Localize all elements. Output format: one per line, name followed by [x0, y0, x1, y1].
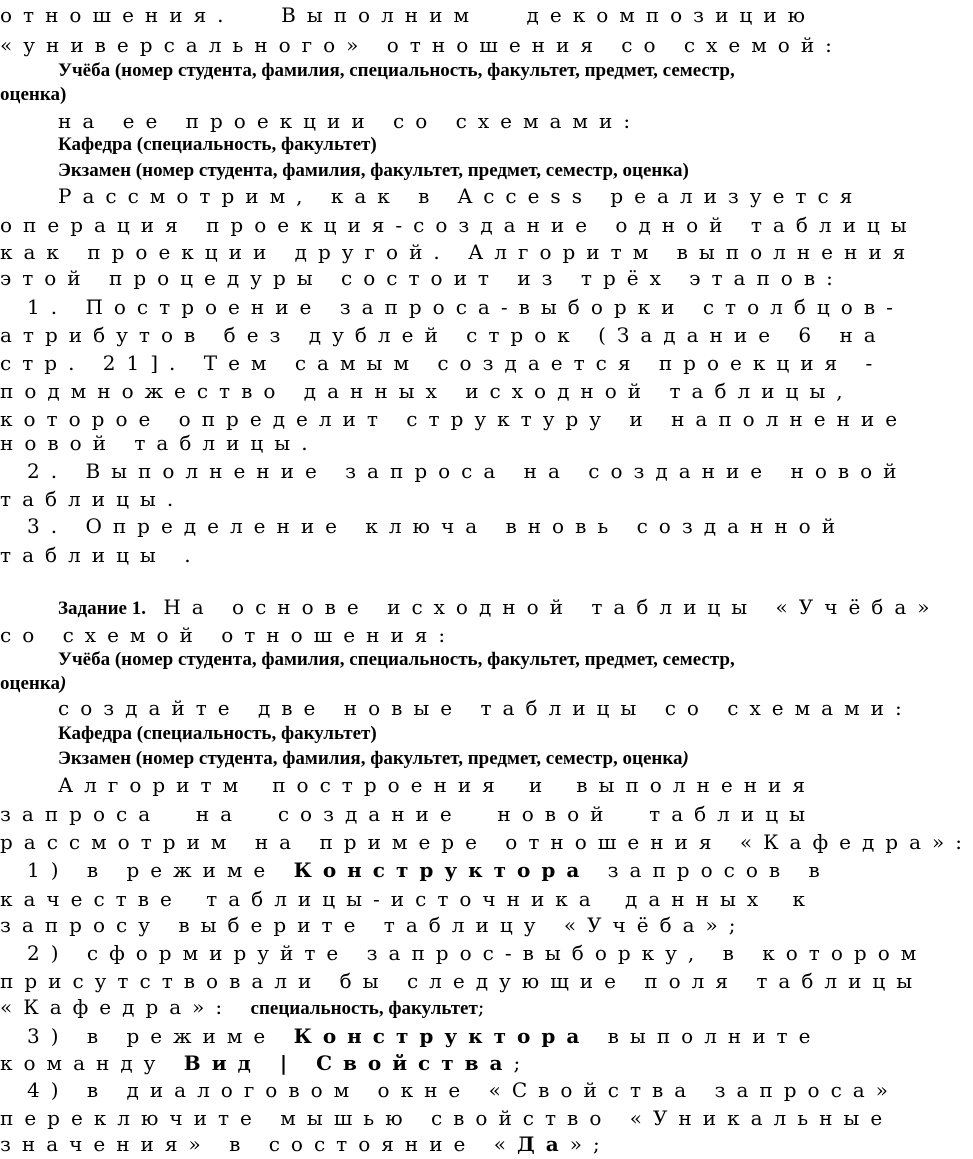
text-line: Рассмотрим, как в Access реализуется	[58, 184, 864, 208]
step-2-text: 2) сформируйте запрос-выборку, в котором	[27, 941, 928, 965]
step-2-line: 2. Выполнение запроса на создание новой	[27, 459, 908, 483]
text-line: «универсального» отношения со схемой:	[0, 33, 843, 57]
text-line: запроса на создание новой таблицы	[0, 802, 816, 826]
schema-kafedra: Кафедра (специальность, факультет)	[58, 134, 377, 155]
text-line: на ее проекции со схемами:	[58, 109, 642, 133]
menu-command-term: Вид | Свойства	[183, 1051, 514, 1075]
text-line: «Кафедра»: специальность, факультет;	[0, 995, 496, 1019]
text-line: качестве таблицы-источника данных к	[0, 887, 816, 911]
task-1-line	[0, 592, 941, 622]
step-3-text: 3) в режиме Конструктора выполните	[27, 1024, 822, 1048]
konstruktor-term: Конструктора	[293, 1024, 591, 1048]
text-line: значения» в состояние «Да»;	[0, 1132, 611, 1156]
text-line: таблицы.	[0, 487, 185, 511]
task-intro: На основе исходной таблицы «Учёба»	[163, 595, 941, 619]
step-1-text: 1) в режиме Конструктора запросов в	[27, 858, 831, 882]
text-line: стр. 21]. Тем самым создается проекция -	[0, 351, 884, 375]
step-3-line: 3. Определение ключа вновь созданной	[27, 514, 847, 538]
schema-ucheba-end: оценка)	[0, 84, 67, 105]
task-label: Задание 1.	[58, 598, 146, 619]
text-line: атрибутов без дублей строк (Задание 6 на	[0, 323, 887, 347]
text-line: присутствовали бы следующие поля таблицы	[0, 969, 924, 993]
text-line: рассмотрим на примере отношения «Кафедра»:	[0, 830, 973, 854]
text-line: операция проекция-создание одной таблицы	[0, 213, 918, 237]
text-line: создайте две новые таблицы со схемами:	[58, 696, 913, 720]
text-line: таблицы .	[0, 543, 202, 567]
schema-ucheba: Учёба (номер студента, фамилия, специальность, факультет, предмет, семестр,	[58, 60, 735, 81]
step-4-text: 4) в диалоговом окне «Свойства запроса»	[27, 1078, 899, 1102]
schema-ekzamen-task: Экзамен (номер студента, фамилия, факультет, предмет, семестр, оценка)	[58, 748, 689, 769]
text-line: переключите мышью свойство «Уникальные	[0, 1106, 894, 1130]
text-line: со схемой отношения:	[0, 623, 457, 647]
text-line: этой процедуры состоит из трёх этапов:	[0, 266, 844, 290]
konstruktor-term: Конструктора	[293, 858, 591, 882]
da-term: Да	[516, 1132, 570, 1156]
schema-ucheba-task-end: оценка)	[0, 673, 67, 694]
text-line: запросу выберите таблицу «Учёба»;	[0, 913, 747, 937]
schema-ekzamen: Экзамен (номер студента, фамилия, факультет, предмет, семестр, оценка)	[58, 160, 689, 181]
text-line: новой таблицы.	[0, 431, 319, 455]
text-line: Алгоритм построения и выполнения	[58, 773, 816, 797]
text-line: которое определит структуру и наполнение	[0, 407, 909, 431]
text-line: команду Вид | Свойства;	[0, 1051, 532, 1075]
schema-ucheba-task: Учёба (номер студента, фамилия, специальность, факультет, предмет, семестр,	[58, 649, 735, 670]
fields-term: специальность, факультет	[250, 998, 478, 1019]
schema-kafedra-task: Кафедра (специальность, факультет)	[58, 723, 377, 744]
text-line: отношения. Выполним декомпозицию	[0, 3, 816, 27]
step-1-line: 1. Построение запроса-выборки столбцов-	[27, 295, 904, 319]
text-line: подмножество данных исходной таблицы,	[0, 379, 854, 403]
text-line: как проекции другой. Алгоритм выполнения	[0, 240, 917, 264]
